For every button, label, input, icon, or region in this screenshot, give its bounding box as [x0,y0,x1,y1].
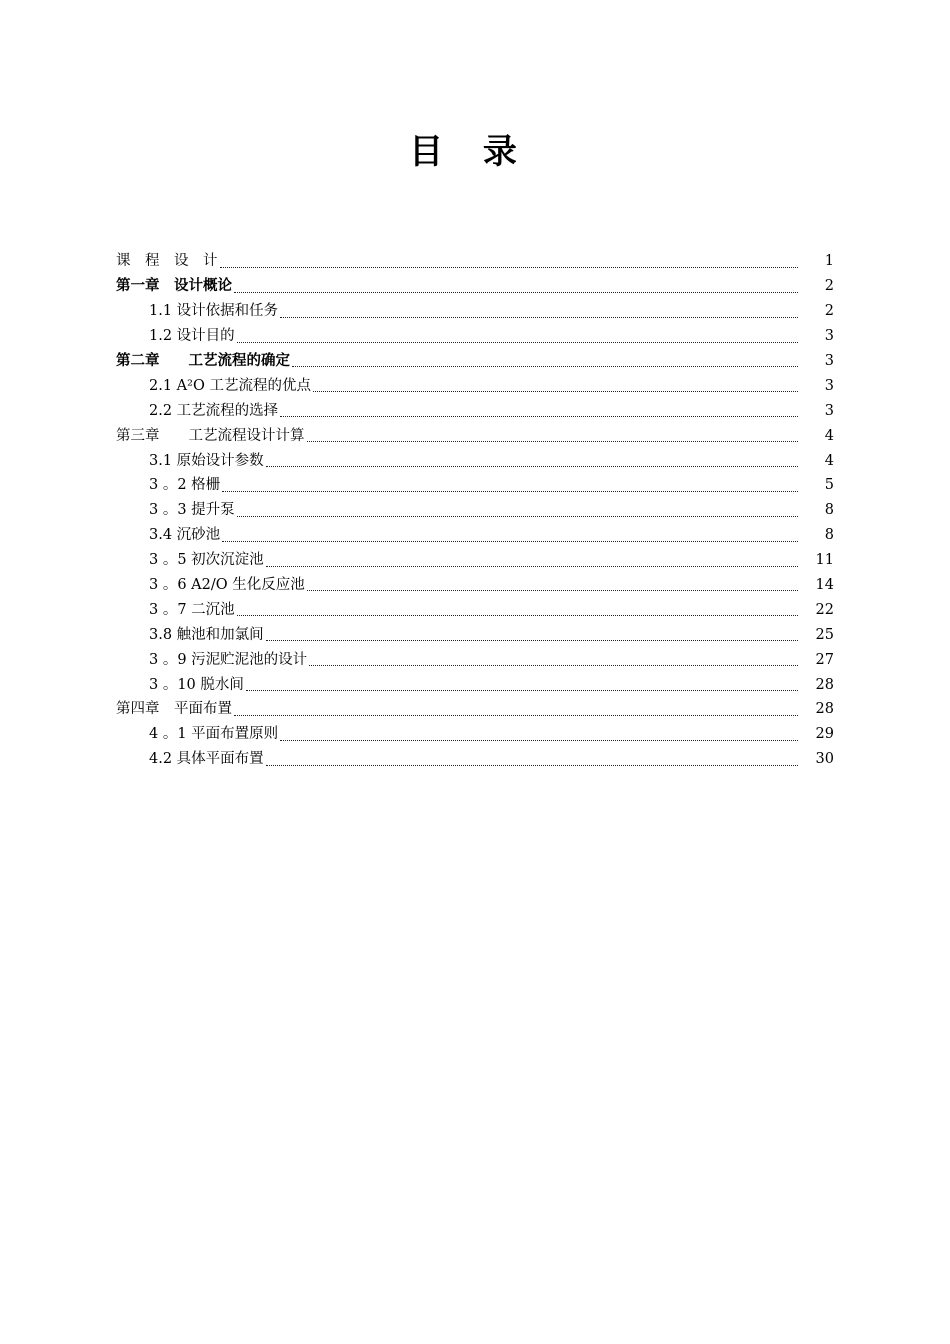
leader-dots [266,639,798,641]
toc-entry-page: 4 [824,427,834,444]
toc-entry-label: 3.8 触池和加氯间 [149,626,264,643]
toc-entry-page: 14 [815,577,834,594]
toc-entry[interactable] [116,349,838,374]
toc-entry-page: 1 [824,253,834,270]
toc-entry-page: 28 [815,676,834,693]
toc-entry-page: 11 [815,552,834,569]
toc-entry-label: 2.1 A²O 工艺流程的优点 [149,377,311,394]
toc-entry-label: 课 程 设 计 [116,253,218,270]
leader-dots [237,614,798,616]
leader-dots [280,415,798,417]
toc-entry[interactable] [116,249,838,274]
leader-dots [266,764,798,766]
toc-entry[interactable] [116,747,838,772]
leader-dots [237,341,798,343]
toc-entry-label: 3 。2 格栅 [149,477,221,494]
toc-entry-label: 第二章 工艺流程的确定 [116,353,290,369]
toc-entry-label: 4 。1 平面布置原则 [149,726,279,743]
toc-entry-label: 第一章 设计概论 [116,278,232,295]
toc-entry[interactable] [116,573,838,598]
leader-dots [280,316,798,318]
toc-entry-page: 29 [815,726,834,743]
toc-entry[interactable] [116,523,838,548]
leader-dots [266,565,798,567]
toc-entry-label: 3 。5 初次沉淀池 [149,552,264,569]
leader-dots [292,365,798,367]
toc-entry-label: 3 。7 二沉池 [149,601,235,618]
leader-dots [307,440,799,442]
toc-entry[interactable] [116,398,838,423]
toc-entry-page: 2 [824,278,834,295]
toc-entry-page: 25 [815,626,834,643]
leader-dots [222,540,798,542]
toc-entry-page: 3 [824,377,834,394]
leader-dots [280,739,798,741]
toc-entry-page: 3 [824,402,834,419]
leader-dots [307,589,798,591]
leader-dots [234,291,798,293]
leader-dots [234,714,798,716]
toc-entry-label: 1.2 设计目的 [149,328,235,345]
leader-dots [237,515,798,517]
table-of-contents [116,249,838,772]
toc-entry-label: 4.2 具体平面布置 [149,751,264,768]
toc-entry-page: 2 [824,303,834,320]
toc-entry[interactable] [116,324,838,349]
toc-entry-page: 4 [824,452,834,469]
toc-entry[interactable] [116,423,838,448]
toc-entry[interactable] [116,373,838,398]
toc-entry[interactable] [116,498,838,523]
leader-dots [246,689,798,691]
toc-entry-label: 2.2 工艺流程的选择 [149,402,279,419]
toc-entry[interactable] [116,647,838,672]
toc-entry-page: 5 [824,477,834,494]
toc-entry[interactable] [116,299,838,324]
toc-entry-page: 3 [824,328,834,345]
toc-entry[interactable] [116,622,838,647]
leader-dots [313,390,798,392]
leader-dots [266,465,798,467]
toc-entry[interactable] [116,697,838,722]
toc-entry-label: 第四章 平面布置 [116,701,232,718]
toc-entry-page: 22 [815,601,834,618]
leader-dots [222,490,798,492]
toc-entry[interactable] [116,597,838,622]
toc-entry-label: 第三章 工艺流程设计计算 [116,427,305,444]
toc-entry-label: 3.1 原始设计参数 [149,452,264,469]
toc-entry[interactable] [116,274,838,299]
toc-entry[interactable] [116,448,838,473]
toc-entry-page: 27 [815,651,834,668]
leader-dots [220,266,799,268]
toc-entry-page: 3 [824,353,834,369]
toc-entry-page: 8 [824,527,834,544]
toc-entry-label: 3 。10 脱水间 [149,676,244,693]
toc-entry-page: 8 [824,502,834,519]
toc-entry-label: 3 。3 提升泵 [149,502,235,519]
toc-entry-page: 30 [815,751,834,768]
toc-entry-label: 3 。9 污泥贮泥池的设计 [149,651,308,668]
toc-entry-label: 1.1 设计依据和任务 [149,303,279,320]
page-title: 目 录 [409,132,531,172]
toc-entry[interactable] [116,548,838,573]
leader-dots [309,664,798,666]
toc-entry-label: 3.4 沉砂池 [149,527,221,544]
toc-entry[interactable] [116,722,838,747]
toc-entry-page: 28 [815,701,834,718]
toc-entry-label: 3 。6 A2/O 生化反应池 [149,577,305,594]
toc-entry[interactable] [116,672,838,697]
toc-entry[interactable] [116,473,838,498]
